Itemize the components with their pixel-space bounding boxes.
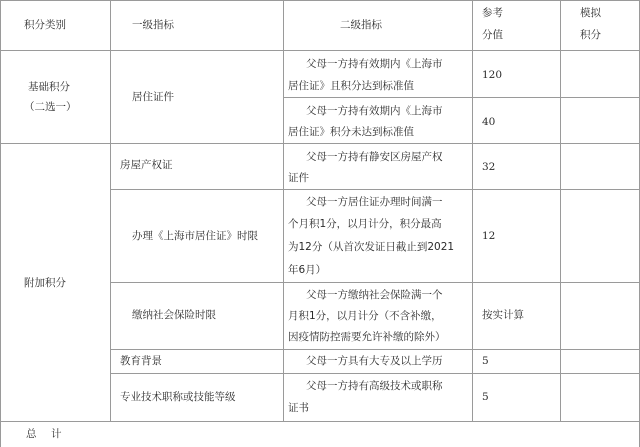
header-category: 积分类别 [24, 19, 66, 31]
row-level2-line: 父母一方持有高级技术或职称 [306, 380, 443, 392]
row-level2-line: 父母一方持有静安区房屋产权 [306, 151, 443, 163]
group-extra: 附加积分 [24, 277, 66, 289]
group-basic-line2: （二选一） [24, 101, 77, 113]
header-sim-line1: 模拟 [580, 7, 601, 19]
row-level2-line: 年6月） [288, 264, 327, 276]
row-score: 40 [482, 116, 496, 128]
row-level2-line: 为12分（从首次发证日截止到2021 [288, 241, 455, 253]
row-score: 120 [482, 69, 503, 81]
row-level2-line: 居住证》且积分达到标准值 [288, 80, 414, 92]
header-score-line2: 分值 [482, 29, 503, 41]
group-basic-line1: 基础积分 [28, 81, 70, 93]
row-level1: 缴纳社会保险时限 [132, 309, 216, 321]
row-level2-line: 父母一方持有效期内《上海市 [306, 58, 443, 70]
header-level1: 一级指标 [132, 19, 174, 31]
header-score-line1: 参考 [482, 7, 503, 19]
row-level1: 办理《上海市居住证》时限 [132, 230, 258, 242]
header-sim-line2: 积分 [580, 29, 601, 41]
row-score: 5 [482, 391, 489, 403]
rule [0, 0, 1, 447]
row-level2-line: 父母一方缴纳社会保险满一个 [306, 289, 443, 301]
row-level2-line: 父母一方持有效期内《上海市 [306, 105, 443, 117]
rule [0, 50, 640, 51]
row-score: 按实计算 [482, 309, 524, 321]
row-level2-line: 个月积1分，以月计分，积分最高 [288, 218, 442, 230]
row-level2-line: 月积1分，以月计分（不含补缴， [288, 310, 442, 322]
row-level2-line: 父母一方居住证办理时间满一 [306, 196, 443, 208]
row-level2-line: 居住证》积分未达到标准值 [288, 126, 414, 138]
rule [0, 0, 640, 1]
row-level2-line: 父母一方具有大专及以上学历 [306, 355, 443, 367]
rule [472, 0, 473, 421]
row-level2-line: 证件 [288, 172, 309, 184]
row-level1: 房屋产权证 [120, 159, 173, 171]
row-level2-line: 因疫情防控需要允许补缴的除外） [288, 331, 446, 343]
row-level2-line: 证书 [288, 402, 309, 414]
row-level1: 居住证件 [132, 91, 174, 103]
row-score: 5 [482, 355, 489, 367]
total-label: 总 计 [26, 428, 64, 440]
rule [110, 0, 111, 421]
row-score: 32 [482, 161, 496, 173]
rule [0, 421, 640, 422]
row-level1: 专业技术职称或技能等级 [120, 391, 236, 403]
row-level1: 教育背景 [120, 355, 162, 367]
row-score: 12 [482, 230, 496, 242]
rule [560, 0, 561, 421]
header-level2: 二级指标 [340, 19, 382, 31]
rule [283, 0, 284, 421]
